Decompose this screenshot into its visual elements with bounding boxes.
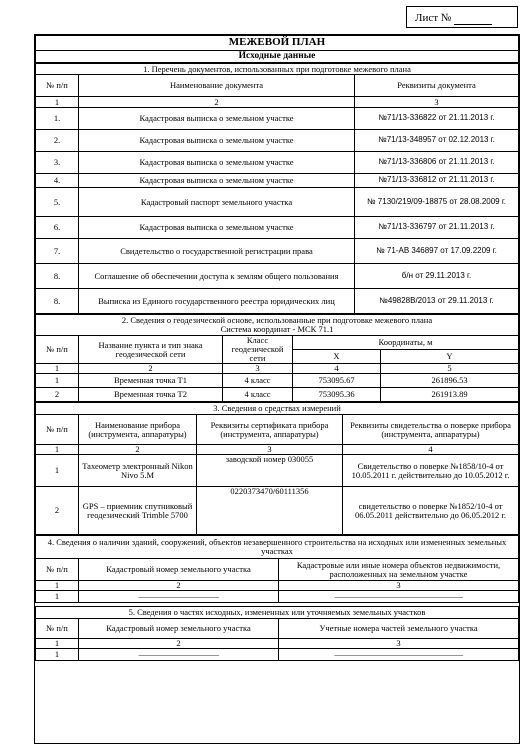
device-cert: 0220373470/60111356 <box>197 487 343 535</box>
doc-name: Кадастровая выписка о земельном участке <box>79 108 355 130</box>
row-num: 8. <box>36 289 79 314</box>
col-header-num: № п/п <box>36 415 79 445</box>
index-cell: 1 <box>36 97 79 108</box>
col-header-num: № п/п <box>36 75 79 97</box>
col-header-doc-req: Реквизиты документа <box>355 75 519 97</box>
device-name: Тахеометр электронный Nikon Nivo 5.M <box>79 455 197 487</box>
doc-name: Кадастровая выписка о земельном участке <box>79 217 355 239</box>
index-cell: 2 <box>79 581 279 591</box>
coord-y: 261913.89 <box>381 388 519 402</box>
title-table <box>35 35 519 63</box>
col-header-num: № п/п <box>36 336 79 364</box>
doc-name: Кадастровый паспорт земельного участка <box>79 188 355 217</box>
doc-name: Свидетельство о государственной регистрации права <box>79 239 355 264</box>
objects-blank: ———————————————— <box>279 591 519 603</box>
parts-table <box>35 606 519 661</box>
page-title: МЕЖЕВОЙ ПЛАН <box>36 36 519 51</box>
row-num: 6. <box>36 217 79 239</box>
doc-req: б/н от 29.11.2013 г. <box>355 264 519 289</box>
doc-req: №71/13-348957 от 02.12.2013 г. <box>355 130 519 152</box>
doc-req: №71/13-336822 от 21.11.2013 г. <box>355 108 519 130</box>
index-cell: 1 <box>36 639 79 649</box>
col-header-device: Наименование прибора (инструмента, аппаратуры) <box>79 415 197 445</box>
point-name: Временная точка Т2 <box>79 388 223 402</box>
index-cell: 4 <box>343 445 519 455</box>
row-num: 3. <box>36 152 79 174</box>
row-num: 1. <box>36 108 79 130</box>
doc-name: Выписка из Единого государственного реестра юридических лиц <box>79 289 355 314</box>
col-header-x: X <box>293 350 381 364</box>
point-name: Временная точка Т1 <box>79 374 223 388</box>
doc-name: Кадастровая выписка о земельном участке <box>79 174 355 188</box>
instruments-table <box>35 402 519 535</box>
index-cell: 3 <box>197 445 343 455</box>
row-num: 1 <box>36 591 79 603</box>
index-cell: 4 <box>293 364 381 374</box>
row-num: 5. <box>36 188 79 217</box>
doc-req: №71/13-336812 от 21.11.2013 г. <box>355 174 519 188</box>
doc-req: №71/13-336797 от 21.11.2013 г. <box>355 217 519 239</box>
col-header-parts: Учетные номера частей земельного участка <box>279 619 519 639</box>
coordinate-system: Система координат - МСК 71.1 <box>220 324 334 334</box>
section-1-heading: 1. Перечень документов, использованных при подготовке межевого плана <box>36 64 519 75</box>
row-num: 2. <box>36 130 79 152</box>
row-num: 7. <box>36 239 79 264</box>
index-cell: 1 <box>36 581 79 591</box>
sheet-number-blank <box>454 12 492 25</box>
row-num: 4. <box>36 174 79 188</box>
section-5-heading: 5. Сведения о частях исходных, измененных или уточняемых земельных участков <box>36 607 519 619</box>
doc-req: № 71-АВ 346897 от 17.09.2209 г. <box>355 239 519 264</box>
doc-req: № 7130/219/09-18875 от 28.08.2009 г. <box>355 188 519 217</box>
row-num: 8. <box>36 264 79 289</box>
doc-name: Соглашение об обеспечении доступа к землям общего пользования <box>79 264 355 289</box>
doc-name: Кадастровая выписка о земельном участке <box>79 130 355 152</box>
index-cell: 3 <box>223 364 293 374</box>
col-header-class: Класс геодезической сети <box>223 336 293 364</box>
cad-number-blank: —————————— <box>79 591 279 603</box>
coord-x: 753095.36 <box>293 388 381 402</box>
col-header-doc-name: Наименование документа <box>79 75 355 97</box>
buildings-table <box>35 535 519 603</box>
sheet-label: Лист № <box>415 12 452 24</box>
index-cell: 1 <box>36 364 79 374</box>
coord-y: 261896.53 <box>381 374 519 388</box>
cad-number-blank: —————————— <box>79 649 279 661</box>
row-num: 1 <box>36 455 79 487</box>
row-num: 1 <box>36 649 79 661</box>
sheet-number-box <box>406 6 518 28</box>
index-cell: 2 <box>79 445 197 455</box>
point-class: 4 класс <box>223 388 293 402</box>
documents-table <box>35 63 519 314</box>
row-num: 2 <box>36 487 79 535</box>
device-name: GPS – приемник спутниковый геодезический Trimble 5700 <box>79 487 197 535</box>
coord-x: 753095.67 <box>293 374 381 388</box>
index-cell: 2 <box>79 639 279 649</box>
section-3-heading: 3. Сведения о средствах измерений <box>36 403 519 415</box>
col-header-cad-number: Кадастровый номер земельного участка <box>79 559 279 581</box>
doc-req: №71/13-336806 от 21.11.2013 г. <box>355 152 519 174</box>
index-cell: 3 <box>355 97 519 108</box>
col-header-num: № п/п <box>36 559 79 581</box>
index-cell: 2 <box>79 364 223 374</box>
section-2-title: 2. Сведения о геодезической основе, использованные при подготовке межевого плана <box>121 315 433 326</box>
device-cert: заводской номер 030055 <box>197 455 343 487</box>
index-cell: 1 <box>36 445 79 455</box>
row-num: 1 <box>36 374 79 388</box>
doc-name: Кадастровая выписка о земельном участке <box>79 152 355 174</box>
index-cell: 5 <box>381 364 519 374</box>
point-class: 4 класс <box>223 374 293 388</box>
col-header-verification: Реквизиты свидетельства о поверке прибора (инструмента, аппаратуры) <box>343 415 519 445</box>
parts-blank: ———————————————— <box>279 649 519 661</box>
col-header-coords: Координаты, м <box>293 336 519 350</box>
index-cell: 2 <box>79 97 355 108</box>
col-header-point-name: Название пункта и тип знака геодезической сети <box>79 336 223 364</box>
geodetic-table <box>35 314 519 402</box>
col-header-num: № п/п <box>36 619 79 639</box>
row-num: 2 <box>36 388 79 402</box>
col-header-certificate: Реквизиты сертификата прибора (инструмента, аппаратуры) <box>197 415 343 445</box>
section-2-heading <box>36 315 519 336</box>
col-header-cad-number: Кадастровый номер земельного участка <box>79 619 279 639</box>
device-verification: Свидетельство о поверке №1858/10-4 от 10.05.2011 г. действительно до 10.05.2012 г. <box>343 455 519 487</box>
page-subtitle: Исходные данные <box>36 51 519 63</box>
col-header-objects: Кадастровые или иные номера объектов недвижимости, расположенных на земельном участке <box>279 559 519 581</box>
index-cell: 3 <box>279 581 519 591</box>
doc-req: №49828В/2013 от 29.11.2013 г. <box>355 289 519 314</box>
col-header-y: Y <box>381 350 519 364</box>
index-cell: 3 <box>279 639 519 649</box>
section-4-heading: 4. Сведения о наличии зданий, сооружений, объектов незавершенного строительства на исходных или измененных земельных участках <box>36 536 519 559</box>
device-verification: свидетельство о поверке №1852/10-4 от 06.05.2011 действительно до 06.05.2012 г. <box>343 487 519 535</box>
document-frame <box>34 34 520 744</box>
